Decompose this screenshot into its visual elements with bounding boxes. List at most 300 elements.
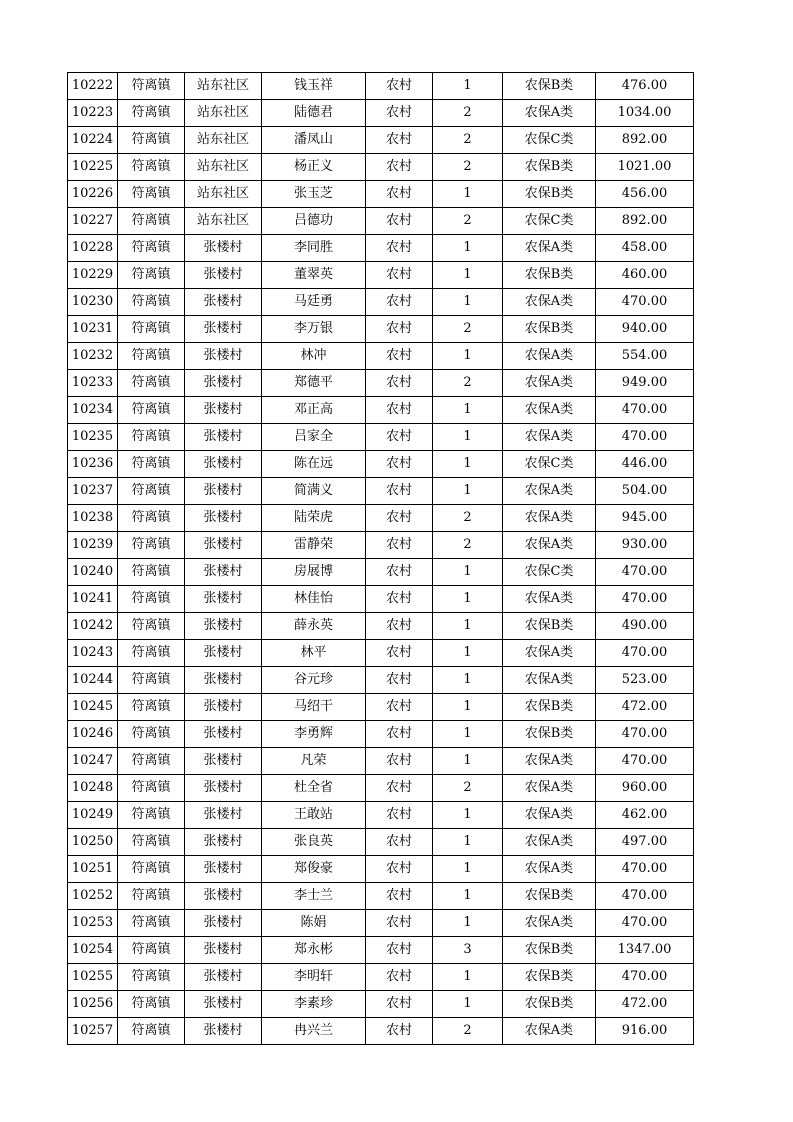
household-type-cell: 农村 bbox=[366, 829, 433, 856]
record-id-cell: 10226 bbox=[68, 181, 118, 208]
category-cell: 农保A类 bbox=[503, 748, 596, 775]
household-type-cell: 农村 bbox=[366, 100, 433, 127]
name-cell: 雷静荣 bbox=[262, 532, 366, 559]
record-id-cell: 10253 bbox=[68, 910, 118, 937]
town-cell: 符离镇 bbox=[118, 343, 185, 370]
name-cell: 李士兰 bbox=[262, 883, 366, 910]
record-id-cell: 10224 bbox=[68, 127, 118, 154]
amount-cell: 470.00 bbox=[596, 397, 694, 424]
village-cell: 张楼村 bbox=[185, 856, 262, 883]
category-cell: 农保A类 bbox=[503, 100, 596, 127]
household-type-cell: 农村 bbox=[366, 1018, 433, 1045]
town-cell: 符离镇 bbox=[118, 181, 185, 208]
village-cell: 张楼村 bbox=[185, 370, 262, 397]
household-type-cell: 农村 bbox=[366, 289, 433, 316]
table-row bbox=[68, 802, 694, 829]
category-cell: 农保C类 bbox=[503, 127, 596, 154]
village-cell: 张楼村 bbox=[185, 829, 262, 856]
amount-cell: 1347.00 bbox=[596, 937, 694, 964]
household-type-cell: 农村 bbox=[366, 640, 433, 667]
name-cell: 林平 bbox=[262, 640, 366, 667]
village-cell: 张楼村 bbox=[185, 721, 262, 748]
village-cell: 张楼村 bbox=[185, 991, 262, 1018]
member-count-cell: 2 bbox=[433, 208, 503, 235]
village-cell: 张楼村 bbox=[185, 910, 262, 937]
town-cell: 符离镇 bbox=[118, 370, 185, 397]
amount-cell: 476.00 bbox=[596, 73, 694, 100]
category-cell: 农保B类 bbox=[503, 181, 596, 208]
record-id-cell: 10256 bbox=[68, 991, 118, 1018]
table-row bbox=[68, 829, 694, 856]
table-row bbox=[68, 937, 694, 964]
member-count-cell: 1 bbox=[433, 343, 503, 370]
amount-cell: 1034.00 bbox=[596, 100, 694, 127]
table-row bbox=[68, 748, 694, 775]
record-id-cell: 10246 bbox=[68, 721, 118, 748]
member-count-cell: 2 bbox=[433, 1018, 503, 1045]
household-type-cell: 农村 bbox=[366, 964, 433, 991]
name-cell: 简满义 bbox=[262, 478, 366, 505]
member-count-cell: 1 bbox=[433, 451, 503, 478]
village-cell: 张楼村 bbox=[185, 694, 262, 721]
member-count-cell: 1 bbox=[433, 721, 503, 748]
record-id-cell: 10241 bbox=[68, 586, 118, 613]
name-cell: 李同胜 bbox=[262, 235, 366, 262]
name-cell: 李万银 bbox=[262, 316, 366, 343]
record-id-cell: 10222 bbox=[68, 73, 118, 100]
name-cell: 李勇辉 bbox=[262, 721, 366, 748]
household-type-cell: 农村 bbox=[366, 343, 433, 370]
category-cell: 农保A类 bbox=[503, 775, 596, 802]
record-id-cell: 10247 bbox=[68, 748, 118, 775]
village-cell: 站东社区 bbox=[185, 127, 262, 154]
member-count-cell: 1 bbox=[433, 856, 503, 883]
amount-cell: 458.00 bbox=[596, 235, 694, 262]
record-id-cell: 10249 bbox=[68, 802, 118, 829]
town-cell: 符离镇 bbox=[118, 910, 185, 937]
category-cell: 农保B类 bbox=[503, 964, 596, 991]
table-row bbox=[68, 235, 694, 262]
amount-cell: 490.00 bbox=[596, 613, 694, 640]
category-cell: 农保B类 bbox=[503, 883, 596, 910]
category-cell: 农保A类 bbox=[503, 1018, 596, 1045]
town-cell: 符离镇 bbox=[118, 478, 185, 505]
village-cell: 张楼村 bbox=[185, 397, 262, 424]
category-cell: 农保A类 bbox=[503, 829, 596, 856]
category-cell: 农保A类 bbox=[503, 505, 596, 532]
member-count-cell: 1 bbox=[433, 964, 503, 991]
household-type-cell: 农村 bbox=[366, 694, 433, 721]
category-cell: 农保B类 bbox=[503, 262, 596, 289]
record-id-cell: 10255 bbox=[68, 964, 118, 991]
table-row bbox=[68, 910, 694, 937]
amount-cell: 446.00 bbox=[596, 451, 694, 478]
record-id-cell: 10240 bbox=[68, 559, 118, 586]
record-id-cell: 10237 bbox=[68, 478, 118, 505]
village-cell: 张楼村 bbox=[185, 667, 262, 694]
table-row bbox=[68, 667, 694, 694]
table-row bbox=[68, 289, 694, 316]
name-cell: 陈娟 bbox=[262, 910, 366, 937]
household-type-cell: 农村 bbox=[366, 181, 433, 208]
household-type-cell: 农村 bbox=[366, 613, 433, 640]
household-type-cell: 农村 bbox=[366, 73, 433, 100]
member-count-cell: 1 bbox=[433, 181, 503, 208]
household-type-cell: 农村 bbox=[366, 532, 433, 559]
household-type-cell: 农村 bbox=[366, 127, 433, 154]
amount-cell: 554.00 bbox=[596, 343, 694, 370]
household-type-cell: 农村 bbox=[366, 424, 433, 451]
amount-cell: 470.00 bbox=[596, 559, 694, 586]
amount-cell: 916.00 bbox=[596, 1018, 694, 1045]
table-row bbox=[68, 586, 694, 613]
category-cell: 农保A类 bbox=[503, 910, 596, 937]
record-id-cell: 10245 bbox=[68, 694, 118, 721]
member-count-cell: 1 bbox=[433, 424, 503, 451]
record-id-cell: 10243 bbox=[68, 640, 118, 667]
amount-cell: 945.00 bbox=[596, 505, 694, 532]
record-id-cell: 10231 bbox=[68, 316, 118, 343]
member-count-cell: 2 bbox=[433, 154, 503, 181]
amount-cell: 470.00 bbox=[596, 289, 694, 316]
record-id-cell: 10251 bbox=[68, 856, 118, 883]
town-cell: 符离镇 bbox=[118, 208, 185, 235]
name-cell: 马绍干 bbox=[262, 694, 366, 721]
member-count-cell: 1 bbox=[433, 667, 503, 694]
record-id-cell: 10229 bbox=[68, 262, 118, 289]
household-type-cell: 农村 bbox=[366, 775, 433, 802]
amount-cell: 930.00 bbox=[596, 532, 694, 559]
village-cell: 张楼村 bbox=[185, 289, 262, 316]
village-cell: 张楼村 bbox=[185, 1018, 262, 1045]
member-count-cell: 1 bbox=[433, 694, 503, 721]
record-id-cell: 10232 bbox=[68, 343, 118, 370]
category-cell: 农保A类 bbox=[503, 343, 596, 370]
member-count-cell: 2 bbox=[433, 505, 503, 532]
village-cell: 张楼村 bbox=[185, 262, 262, 289]
village-cell: 张楼村 bbox=[185, 964, 262, 991]
amount-cell: 460.00 bbox=[596, 262, 694, 289]
member-count-cell: 1 bbox=[433, 478, 503, 505]
village-cell: 张楼村 bbox=[185, 586, 262, 613]
category-cell: 农保B类 bbox=[503, 721, 596, 748]
town-cell: 符离镇 bbox=[118, 235, 185, 262]
table-row bbox=[68, 694, 694, 721]
town-cell: 符离镇 bbox=[118, 100, 185, 127]
household-type-cell: 农村 bbox=[366, 856, 433, 883]
household-type-cell: 农村 bbox=[366, 586, 433, 613]
amount-cell: 456.00 bbox=[596, 181, 694, 208]
household-type-cell: 农村 bbox=[366, 154, 433, 181]
table-row bbox=[68, 451, 694, 478]
table-row bbox=[68, 505, 694, 532]
amount-cell: 523.00 bbox=[596, 667, 694, 694]
town-cell: 符离镇 bbox=[118, 667, 185, 694]
name-cell: 吕德功 bbox=[262, 208, 366, 235]
category-cell: 农保C类 bbox=[503, 559, 596, 586]
record-id-cell: 10223 bbox=[68, 100, 118, 127]
table-row bbox=[68, 127, 694, 154]
member-count-cell: 2 bbox=[433, 127, 503, 154]
town-cell: 符离镇 bbox=[118, 559, 185, 586]
table-row bbox=[68, 262, 694, 289]
town-cell: 符离镇 bbox=[118, 802, 185, 829]
amount-cell: 892.00 bbox=[596, 208, 694, 235]
member-count-cell: 1 bbox=[433, 73, 503, 100]
household-type-cell: 农村 bbox=[366, 937, 433, 964]
amount-cell: 462.00 bbox=[596, 802, 694, 829]
record-id-cell: 10234 bbox=[68, 397, 118, 424]
member-count-cell: 2 bbox=[433, 316, 503, 343]
village-cell: 张楼村 bbox=[185, 424, 262, 451]
category-cell: 农保A类 bbox=[503, 640, 596, 667]
record-id-cell: 10233 bbox=[68, 370, 118, 397]
amount-cell: 470.00 bbox=[596, 640, 694, 667]
record-id-cell: 10250 bbox=[68, 829, 118, 856]
household-type-cell: 农村 bbox=[366, 883, 433, 910]
category-cell: 农保A类 bbox=[503, 532, 596, 559]
table-row bbox=[68, 343, 694, 370]
table-body bbox=[68, 73, 694, 1045]
amount-cell: 504.00 bbox=[596, 478, 694, 505]
town-cell: 符离镇 bbox=[118, 883, 185, 910]
member-count-cell: 1 bbox=[433, 262, 503, 289]
village-cell: 张楼村 bbox=[185, 316, 262, 343]
name-cell: 郑俊豪 bbox=[262, 856, 366, 883]
category-cell: 农保A类 bbox=[503, 370, 596, 397]
town-cell: 符离镇 bbox=[118, 856, 185, 883]
table-row bbox=[68, 424, 694, 451]
beneficiary-table bbox=[67, 72, 694, 1045]
village-cell: 张楼村 bbox=[185, 748, 262, 775]
member-count-cell: 1 bbox=[433, 829, 503, 856]
amount-cell: 940.00 bbox=[596, 316, 694, 343]
town-cell: 符离镇 bbox=[118, 397, 185, 424]
category-cell: 农保A类 bbox=[503, 289, 596, 316]
village-cell: 张楼村 bbox=[185, 937, 262, 964]
name-cell: 林佳怡 bbox=[262, 586, 366, 613]
town-cell: 符离镇 bbox=[118, 775, 185, 802]
household-type-cell: 农村 bbox=[366, 802, 433, 829]
member-count-cell: 1 bbox=[433, 235, 503, 262]
category-cell: 农保B类 bbox=[503, 154, 596, 181]
member-count-cell: 1 bbox=[433, 748, 503, 775]
amount-cell: 470.00 bbox=[596, 964, 694, 991]
table-row bbox=[68, 613, 694, 640]
town-cell: 符离镇 bbox=[118, 640, 185, 667]
table-row bbox=[68, 316, 694, 343]
member-count-cell: 2 bbox=[433, 775, 503, 802]
name-cell: 李明轩 bbox=[262, 964, 366, 991]
town-cell: 符离镇 bbox=[118, 748, 185, 775]
village-cell: 张楼村 bbox=[185, 478, 262, 505]
member-count-cell: 1 bbox=[433, 910, 503, 937]
household-type-cell: 农村 bbox=[366, 235, 433, 262]
town-cell: 符离镇 bbox=[118, 73, 185, 100]
town-cell: 符离镇 bbox=[118, 451, 185, 478]
amount-cell: 470.00 bbox=[596, 856, 694, 883]
village-cell: 张楼村 bbox=[185, 235, 262, 262]
category-cell: 农保C类 bbox=[503, 451, 596, 478]
category-cell: 农保B类 bbox=[503, 991, 596, 1018]
table-row bbox=[68, 370, 694, 397]
household-type-cell: 农村 bbox=[366, 721, 433, 748]
name-cell: 杜全省 bbox=[262, 775, 366, 802]
category-cell: 农保A类 bbox=[503, 586, 596, 613]
table-row bbox=[68, 181, 694, 208]
table-row bbox=[68, 856, 694, 883]
member-count-cell: 1 bbox=[433, 397, 503, 424]
household-type-cell: 农村 bbox=[366, 991, 433, 1018]
record-id-cell: 10228 bbox=[68, 235, 118, 262]
household-type-cell: 农村 bbox=[366, 370, 433, 397]
table-row bbox=[68, 532, 694, 559]
village-cell: 张楼村 bbox=[185, 883, 262, 910]
table-row bbox=[68, 154, 694, 181]
town-cell: 符离镇 bbox=[118, 154, 185, 181]
name-cell: 谷元珍 bbox=[262, 667, 366, 694]
household-type-cell: 农村 bbox=[366, 262, 433, 289]
village-cell: 站东社区 bbox=[185, 208, 262, 235]
member-count-cell: 2 bbox=[433, 532, 503, 559]
table-row bbox=[68, 478, 694, 505]
name-cell: 董翠英 bbox=[262, 262, 366, 289]
record-id-cell: 10252 bbox=[68, 883, 118, 910]
member-count-cell: 1 bbox=[433, 586, 503, 613]
category-cell: 农保A类 bbox=[503, 478, 596, 505]
household-type-cell: 农村 bbox=[366, 559, 433, 586]
category-cell: 农保B类 bbox=[503, 73, 596, 100]
village-cell: 站东社区 bbox=[185, 154, 262, 181]
amount-cell: 470.00 bbox=[596, 424, 694, 451]
member-count-cell: 1 bbox=[433, 883, 503, 910]
village-cell: 站东社区 bbox=[185, 100, 262, 127]
household-type-cell: 农村 bbox=[366, 748, 433, 775]
name-cell: 林冲 bbox=[262, 343, 366, 370]
member-count-cell: 3 bbox=[433, 937, 503, 964]
town-cell: 符离镇 bbox=[118, 289, 185, 316]
amount-cell: 470.00 bbox=[596, 748, 694, 775]
name-cell: 钱玉祥 bbox=[262, 73, 366, 100]
village-cell: 张楼村 bbox=[185, 559, 262, 586]
village-cell: 张楼村 bbox=[185, 532, 262, 559]
town-cell: 符离镇 bbox=[118, 262, 185, 289]
name-cell: 陆德君 bbox=[262, 100, 366, 127]
member-count-cell: 2 bbox=[433, 370, 503, 397]
name-cell: 邓正高 bbox=[262, 397, 366, 424]
town-cell: 符离镇 bbox=[118, 532, 185, 559]
record-id-cell: 10242 bbox=[68, 613, 118, 640]
category-cell: 农保A类 bbox=[503, 235, 596, 262]
town-cell: 符离镇 bbox=[118, 1018, 185, 1045]
category-cell: 农保A类 bbox=[503, 667, 596, 694]
name-cell: 凡荣 bbox=[262, 748, 366, 775]
record-id-cell: 10225 bbox=[68, 154, 118, 181]
amount-cell: 472.00 bbox=[596, 991, 694, 1018]
record-id-cell: 10257 bbox=[68, 1018, 118, 1045]
town-cell: 符离镇 bbox=[118, 586, 185, 613]
record-id-cell: 10254 bbox=[68, 937, 118, 964]
amount-cell: 472.00 bbox=[596, 694, 694, 721]
name-cell: 杨正义 bbox=[262, 154, 366, 181]
village-cell: 张楼村 bbox=[185, 775, 262, 802]
town-cell: 符离镇 bbox=[118, 964, 185, 991]
member-count-cell: 1 bbox=[433, 289, 503, 316]
village-cell: 站东社区 bbox=[185, 181, 262, 208]
town-cell: 符离镇 bbox=[118, 721, 185, 748]
household-type-cell: 农村 bbox=[366, 208, 433, 235]
name-cell: 房展博 bbox=[262, 559, 366, 586]
town-cell: 符离镇 bbox=[118, 694, 185, 721]
category-cell: 农保B类 bbox=[503, 694, 596, 721]
record-id-cell: 10227 bbox=[68, 208, 118, 235]
table-row bbox=[68, 73, 694, 100]
category-cell: 农保A类 bbox=[503, 856, 596, 883]
table-row bbox=[68, 775, 694, 802]
table-row bbox=[68, 397, 694, 424]
village-cell: 站东社区 bbox=[185, 73, 262, 100]
record-id-cell: 10248 bbox=[68, 775, 118, 802]
name-cell: 冉兴兰 bbox=[262, 1018, 366, 1045]
table-row bbox=[68, 559, 694, 586]
amount-cell: 960.00 bbox=[596, 775, 694, 802]
town-cell: 符离镇 bbox=[118, 613, 185, 640]
record-id-cell: 10235 bbox=[68, 424, 118, 451]
town-cell: 符离镇 bbox=[118, 829, 185, 856]
household-type-cell: 农村 bbox=[366, 397, 433, 424]
table-row bbox=[68, 883, 694, 910]
name-cell: 王敢站 bbox=[262, 802, 366, 829]
record-id-cell: 10230 bbox=[68, 289, 118, 316]
name-cell: 薛永英 bbox=[262, 613, 366, 640]
member-count-cell: 1 bbox=[433, 559, 503, 586]
household-type-cell: 农村 bbox=[366, 505, 433, 532]
table-row bbox=[68, 721, 694, 748]
household-type-cell: 农村 bbox=[366, 910, 433, 937]
category-cell: 农保B类 bbox=[503, 316, 596, 343]
town-cell: 符离镇 bbox=[118, 127, 185, 154]
amount-cell: 949.00 bbox=[596, 370, 694, 397]
village-cell: 张楼村 bbox=[185, 613, 262, 640]
town-cell: 符离镇 bbox=[118, 937, 185, 964]
amount-cell: 497.00 bbox=[596, 829, 694, 856]
village-cell: 张楼村 bbox=[185, 451, 262, 478]
household-type-cell: 农村 bbox=[366, 667, 433, 694]
member-count-cell: 2 bbox=[433, 100, 503, 127]
category-cell: 农保A类 bbox=[503, 802, 596, 829]
village-cell: 张楼村 bbox=[185, 505, 262, 532]
amount-cell: 1021.00 bbox=[596, 154, 694, 181]
town-cell: 符离镇 bbox=[118, 316, 185, 343]
table-row bbox=[68, 964, 694, 991]
name-cell: 吕家全 bbox=[262, 424, 366, 451]
name-cell: 张良英 bbox=[262, 829, 366, 856]
name-cell: 张玉芝 bbox=[262, 181, 366, 208]
name-cell: 陆荣虎 bbox=[262, 505, 366, 532]
amount-cell: 470.00 bbox=[596, 910, 694, 937]
name-cell: 马廷勇 bbox=[262, 289, 366, 316]
table-row bbox=[68, 640, 694, 667]
category-cell: 农保B类 bbox=[503, 937, 596, 964]
name-cell: 郑德平 bbox=[262, 370, 366, 397]
member-count-cell: 1 bbox=[433, 991, 503, 1018]
record-id-cell: 10238 bbox=[68, 505, 118, 532]
name-cell: 陈在远 bbox=[262, 451, 366, 478]
category-cell: 农保C类 bbox=[503, 208, 596, 235]
household-type-cell: 农村 bbox=[366, 478, 433, 505]
category-cell: 农保B类 bbox=[503, 613, 596, 640]
member-count-cell: 1 bbox=[433, 613, 503, 640]
